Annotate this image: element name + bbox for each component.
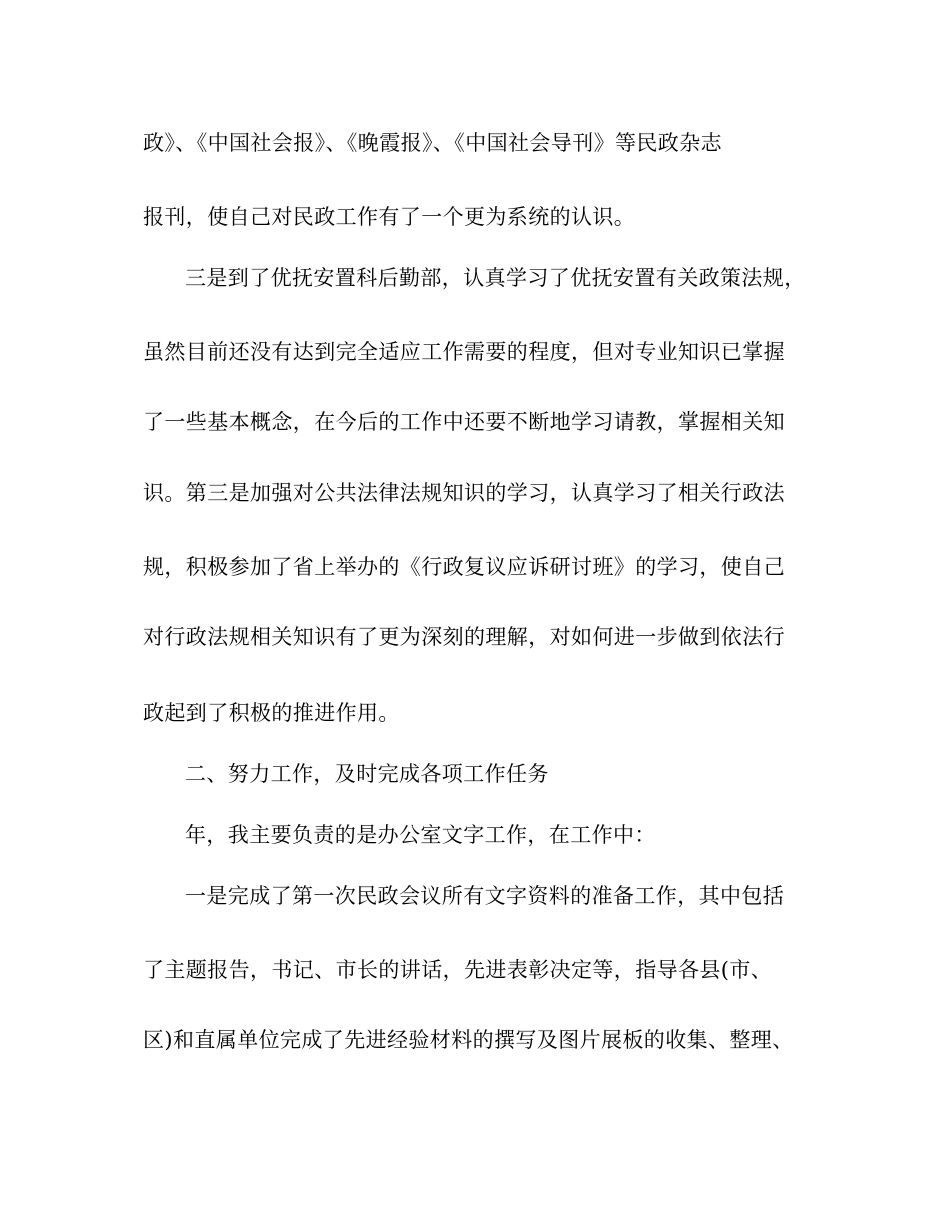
paragraph-start-line: 三是到了优抚安置科后勤部，认真学习了优抚安置有关政策法规，	[185, 266, 806, 290]
text-line: 规，积极参加了省上举办的《行政复议应诉研讨班》的学习，使自己	[143, 555, 785, 579]
text-line: 区)和直属单位完成了先进经验材料的撰写及图片展板的收集、整理、	[143, 1028, 794, 1052]
text-line: 报刊，使自己对民政工作有了一个更为系统的认识。	[143, 205, 636, 229]
paragraph-start-line: 一是完成了第一次民政会议所有文字资料的准备工作，其中包括	[185, 884, 785, 908]
text-line: 了一些基本概念，在今后的工作中还要不断地学习请教，掌握相关知	[143, 410, 785, 434]
text-line: 了主题报告，书记、市长的讲话，先进表彰决定等，指导各县(市、	[143, 958, 773, 982]
text-line: 对行政法规相关知识有了更为深刻的理解，对如何进一步做到依法行	[143, 625, 785, 649]
section-heading: 二、努力工作，及时完成各项工作任务	[185, 762, 549, 786]
text-line: 政起到了积极的推进作用。	[143, 701, 400, 725]
text-line: 虽然目前还没有达到完全适应工作需要的程度，但对专业知识已掌握	[143, 340, 785, 364]
text-line: 政》、《中国社会报》、《晚霞报》、《中国社会导刊》等民政杂志	[143, 131, 722, 155]
text-line: 识。第三是加强对公共法律法规知识的学习，认真学习了相关行政法	[143, 481, 785, 505]
paragraph-start-line: 年，我主要负责的是办公室文字工作，在工作中：	[185, 823, 656, 847]
